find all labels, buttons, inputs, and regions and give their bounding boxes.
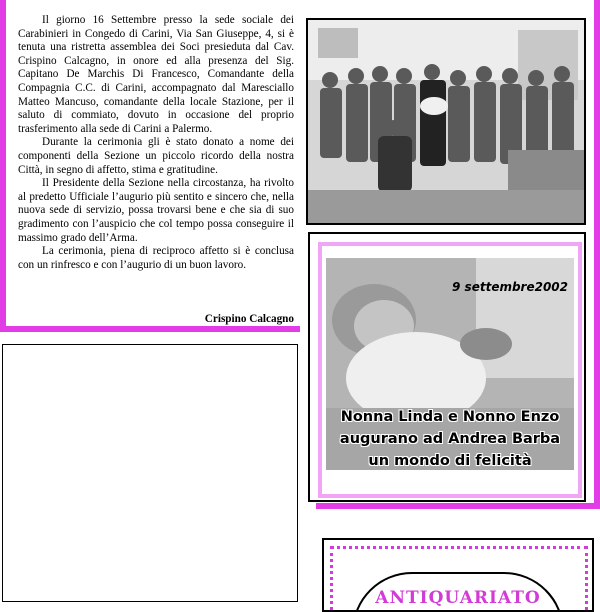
- advert-title: ANTIQUARIATO: [352, 572, 564, 612]
- article-paragraph: Durante la cerimonia gli è stato donato a nome dei componenti della Sezione un piccolo ricordo della nostra Città, in segno di affetto, stima e gratitudine.: [18, 136, 294, 176]
- greeting-message: [326, 406, 574, 470]
- greeting-date: 9 settembre2002: [452, 280, 568, 294]
- article-text: [18, 14, 294, 272]
- article-paragraph: Il Presidente della Sezione nella circostanza, ha rivolto al predetto Ufficiale l’augurio più sentito e sincero che, nella nuova sede di servizio, possa trovarsi bene e che sia di suo gradimento con l’auspicio che col tempo possa conseguire il massimo grado dell’Arma.: [18, 177, 294, 244]
- greeting-line: un mondo di felicità: [368, 453, 532, 469]
- group-photo-image: [308, 20, 584, 223]
- greeting-line: Nonna Linda e Nonno Enzo: [340, 409, 560, 425]
- article-paragraph: La cerimonia, piena di reciproco affetto si è conclusa con un rinfresco e con l’augurio di un buon lavoro.: [18, 245, 294, 271]
- greeting-line: augurano ad Andrea Barba: [339, 431, 561, 447]
- antiquariato-advert: [322, 538, 594, 612]
- greeting-card: [308, 232, 586, 502]
- right-magenta-border: [594, 0, 600, 505]
- greeting-pink-frame: [318, 242, 582, 498]
- group-photo: [306, 18, 586, 225]
- article-paragraph: Il giorno 16 Settembre presso la sede sociale dei Carabinieri in Congedo di Carini, Via San Giuseppe, 4, si è tenuta una ristretta assemblea dei Soci presieduta dal Cav. Crispino Calcagno, in onore ed alla presenza del Sig. Capitano De Marchis Di Francesco, Comandante della Compagnia C.C. di Carini, accompagnato dal Maresciallo Matteo Mancuso, comandante della locale Stazione, per il saluto di commiato, dovuto in occasione del proprio trasferimento alla sede di Carini a Palermo.: [18, 14, 294, 135]
- article-signature: Crispino Calcagno: [204, 313, 294, 325]
- greeting-bottom-magenta-border: [316, 503, 600, 509]
- left-magenta-border: [0, 0, 6, 332]
- article-bottom-magenta-border: [0, 326, 300, 332]
- baby-photo: [326, 258, 574, 470]
- empty-frame: [2, 344, 298, 602]
